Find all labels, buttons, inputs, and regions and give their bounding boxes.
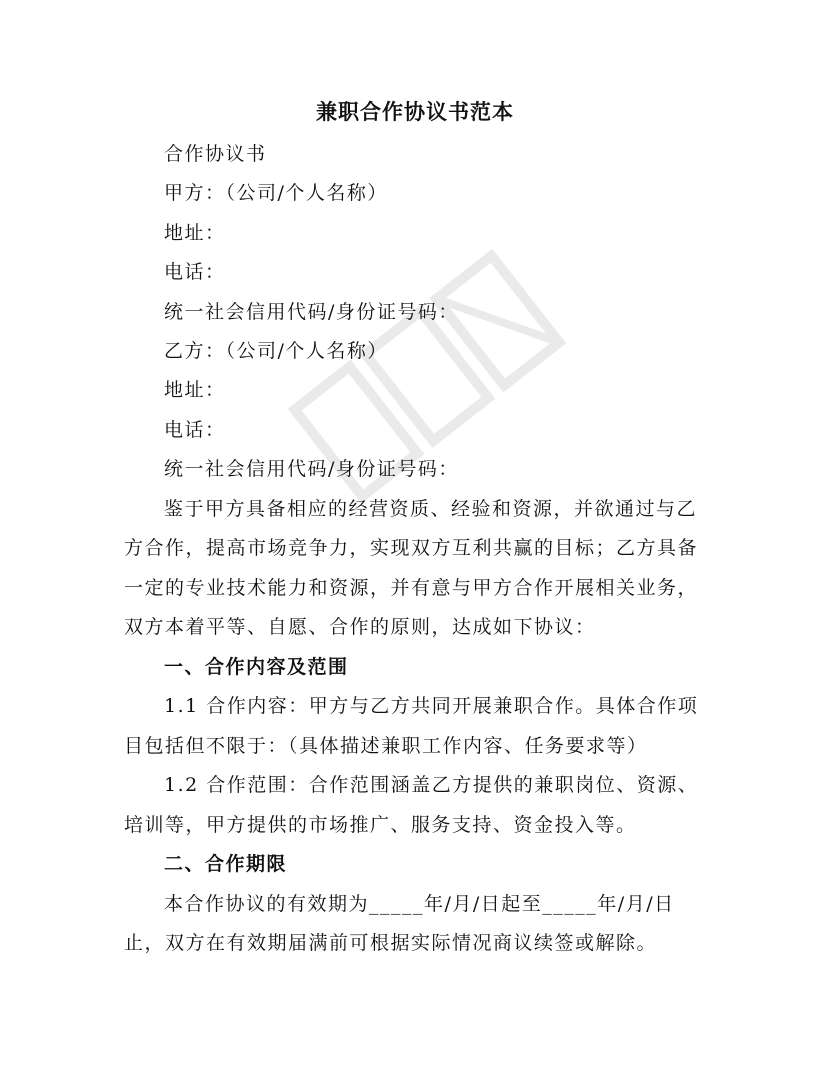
term-line-cont: 止，双方在有效期届满前可根据实际情况商议续签或解除。 [124, 932, 658, 954]
party-a-address: 地址： [164, 222, 226, 244]
preamble-line: 方合作，提高市场竞争力，实现双方互利共赢的目标；乙方具备 [124, 537, 699, 559]
doc-heading: 合作协议书 [164, 143, 267, 165]
preamble-line: 一定的专业技术能力和资源，并有意与甲方合作开展相关业务， [124, 577, 699, 599]
party-a-phone: 电话： [164, 261, 226, 283]
party-b-id: 统一社会信用代码/身份证号码： [164, 458, 459, 480]
clause-1-1-cont: 目包括但不限于：（具体描述兼职工作内容、任务要求等） [124, 735, 648, 757]
party-b-address: 地址： [164, 379, 226, 401]
term-line: 本合作协议的有效期为_____年/月/日起至_____年/月/日 [164, 893, 675, 915]
document-title: 兼职合作协议书范本 [316, 99, 514, 124]
clause-1-2-cont: 培训等，甲方提供的市场推广、服务支持、资金投入等。 [124, 814, 637, 836]
clause-1-2: 1.2 合作范围：合作范围涵盖乙方提供的兼职岗位、资源、 [164, 774, 699, 796]
preamble-line: 双方本着平等、自愿、合作的原则，达成如下协议： [124, 616, 596, 638]
section-heading-2: 二、合作期限 [164, 853, 288, 875]
preamble-line: 鉴于甲方具备相应的经营资质、经验和资源，并欲通过与乙 [164, 498, 698, 520]
party-b-phone: 电话： [164, 419, 226, 441]
party-b-name: 乙方：（公司/个人名称） [164, 340, 388, 362]
clause-1-1: 1.1 合作内容：甲方与乙方共同开展兼职合作。具体合作项 [164, 695, 699, 717]
party-a-id: 统一社会信用代码/身份证号码： [164, 301, 459, 323]
section-heading-1: 一、合作内容及范围 [164, 656, 349, 678]
party-a-name: 甲方：（公司/个人名称） [164, 182, 388, 204]
